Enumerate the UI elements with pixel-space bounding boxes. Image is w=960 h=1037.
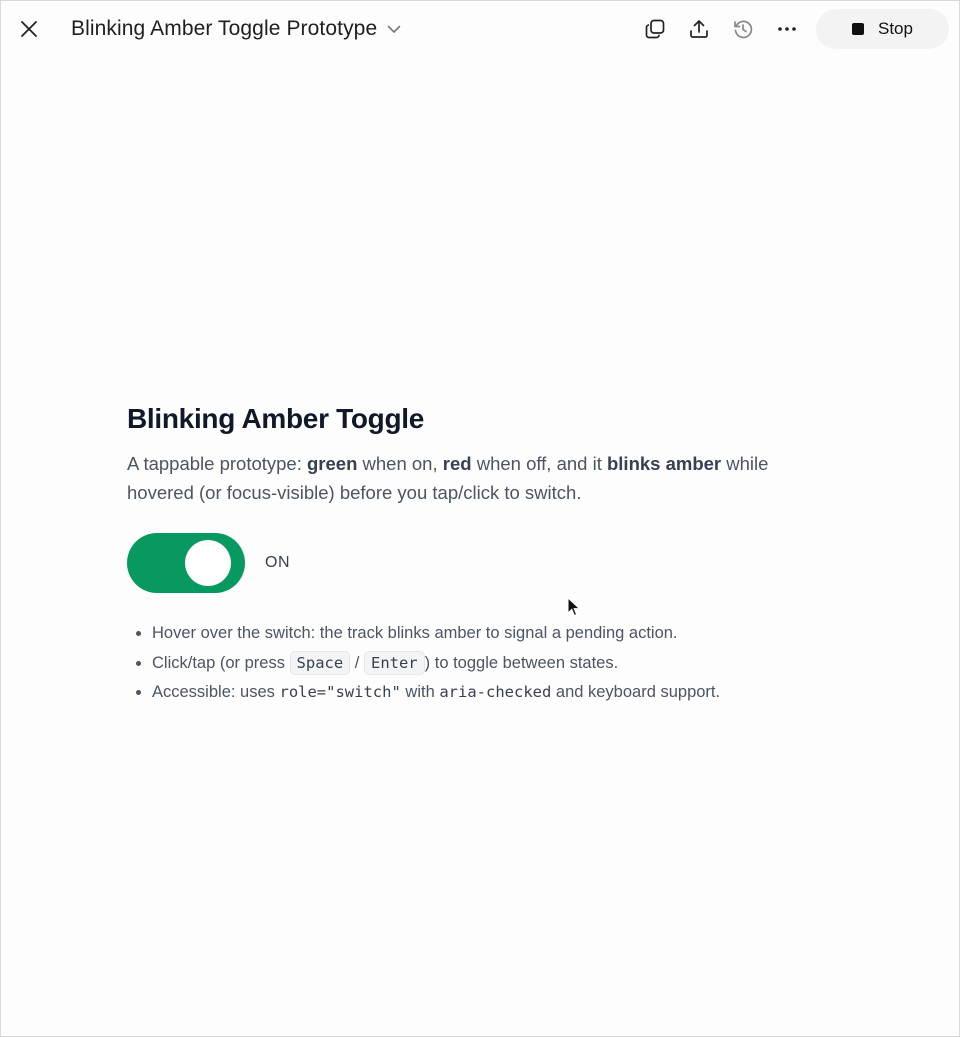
bullet-click-suffix: ) to toggle between states. [424, 653, 619, 672]
bullet-a11y-prefix: Accessible: uses [152, 683, 280, 701]
toggle-row [127, 533, 847, 593]
list-item [152, 649, 847, 679]
history-button[interactable] [729, 15, 757, 43]
code-aria-checked: aria-checked [439, 683, 552, 701]
list-item [152, 678, 847, 708]
title-dropdown[interactable] [71, 15, 401, 43]
top-bar [1, 1, 959, 57]
close-icon [20, 20, 38, 38]
bullet-click-sep: / [350, 653, 364, 672]
stop-label: Stop [878, 19, 913, 38]
bullet-a11y-suffix: and keyboard support. [551, 683, 721, 701]
desc-green: green [307, 453, 358, 474]
prototype-content [127, 399, 847, 708]
bullet-click-prefix: Click/tap (or press [152, 653, 290, 672]
close-button[interactable] [15, 15, 43, 43]
feature-list [127, 619, 847, 708]
switch-thumb [185, 540, 231, 586]
stop-icon [852, 23, 864, 35]
desc-mid2: when off, and it [471, 453, 607, 474]
bullet-hover-text: Hover over the switch: the track blinks amber to signal a pending action. [152, 624, 678, 642]
kbd-space: Space [290, 651, 351, 675]
desc-mid1: when on, [357, 453, 443, 474]
list-item [152, 619, 847, 649]
copy-button[interactable] [641, 15, 669, 43]
bullet-a11y-mid: with [400, 683, 440, 701]
prototype-heading: Blinking Amber Toggle [127, 403, 425, 434]
more-icon [776, 18, 798, 40]
window-title: Blinking Amber Toggle Prototype [71, 17, 378, 40]
share-button[interactable] [685, 15, 713, 43]
desc-red: red [442, 453, 472, 474]
desc-prefix: A tappable prototype: [127, 453, 307, 474]
code-role-switch: role="switch" [279, 683, 401, 701]
mouse-cursor-icon [567, 597, 581, 617]
prototype-description [127, 449, 827, 507]
share-icon [688, 18, 710, 40]
history-icon [732, 18, 754, 40]
desc-suffix: while hovered (or focus-visible) before you tap/click to switch. [127, 453, 769, 503]
desc-blinks-amber: blinks amber [606, 453, 722, 474]
more-options-button[interactable] [773, 15, 801, 43]
switch-state-label: ON [265, 554, 291, 571]
stop-button[interactable] [816, 9, 949, 49]
chevron-down-icon [387, 24, 401, 34]
toggle-switch[interactable] [127, 533, 245, 593]
kbd-enter: Enter [364, 651, 425, 675]
copy-icon [644, 18, 666, 40]
